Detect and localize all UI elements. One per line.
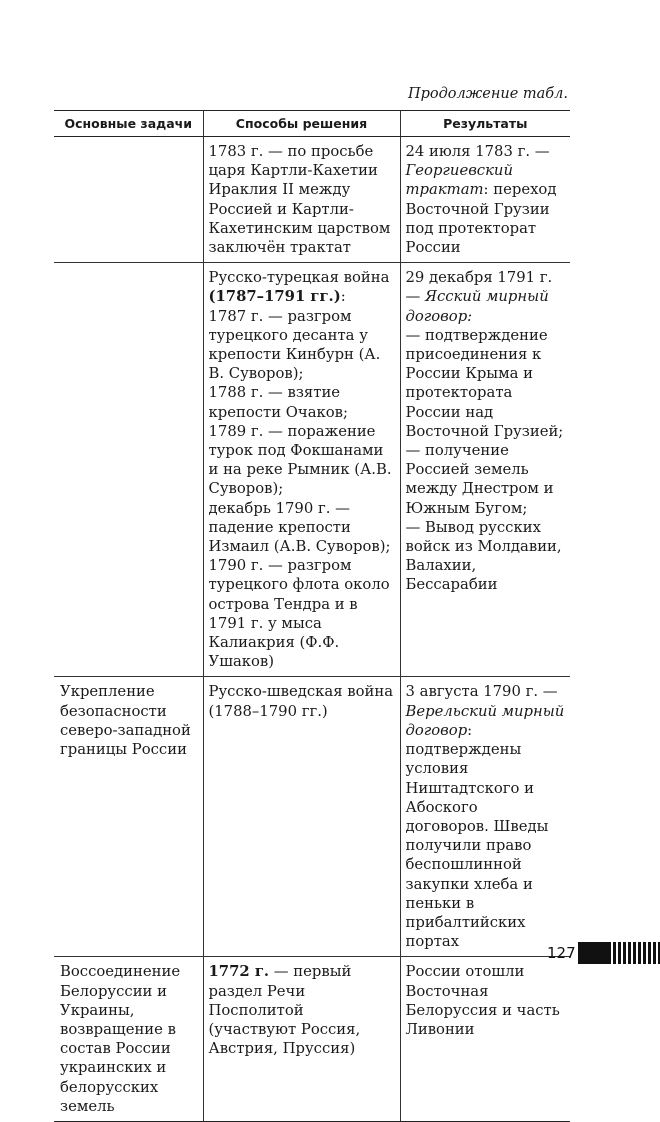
header-tasks: Основные задачи — [54, 111, 203, 137]
methods-cell: 1783 г. — по просьбе царя Картли-Кахетии Ираклия II между Россией и Картли-Кахетинским царством заключён трактат — [203, 137, 400, 263]
methods-cell — [203, 263, 400, 677]
page-edge-decoration — [578, 942, 660, 964]
result-text: : переход Восточной Грузии под протекторат России — [405, 181, 557, 257]
table-row — [54, 263, 570, 677]
continuation-label: Продолжение табл. — [407, 86, 568, 102]
treaty-name: Верельский мирный договор — [405, 702, 565, 739]
method-text: — первый раздел Речи Посполитой (участвуют Россия, Австрия, Пруссия) — [208, 963, 361, 1058]
table-header-row — [54, 111, 570, 137]
result-date: 29 декабря 1791 г. — — [405, 269, 553, 306]
results-cell — [400, 137, 570, 263]
method-item: декабрь 1790 г. — падение крепости Измаил (А.В. Суворов); — [208, 499, 391, 556]
result-item: — получение Россией земель между Днестром и Южным Бугом; — [405, 442, 554, 517]
method-item: 1789 г. — поражение турок под Фокшанами и на реке Рымник (А.В. Суворов); — [208, 422, 392, 498]
treaty-name: Георгиевский трактат — [405, 162, 513, 199]
history-table — [54, 110, 570, 1122]
war-colon: : — [340, 288, 346, 306]
table-row — [54, 137, 570, 263]
method-item: 1790 г. — разгром турецкого флота около острова Тендра и в 1791 г. у мыса Калиакрия (Ф.Ф. Ушаков) — [208, 557, 390, 671]
method-item: 1787 г. — разгром турецкого десанта у крепости Кинбурн (А. В. Суворов); — [208, 307, 381, 383]
header-results: Результаты — [400, 111, 570, 137]
results-cell — [400, 677, 570, 957]
war-name: Русско-турецкая война — [208, 269, 390, 287]
task-cell — [54, 137, 203, 263]
treaty-name: Ясский мирный договор: — [405, 288, 549, 325]
table-row — [54, 677, 570, 957]
task-cell — [54, 263, 203, 677]
results-cell: России отошли Восточная Белоруссия и часть Ливонии — [400, 957, 570, 1122]
method-year: 1772 г. — [208, 963, 270, 981]
method-item: 1788 г. — взятие крепости Очаков; — [208, 384, 348, 421]
header-methods: Способы решения — [203, 111, 400, 137]
war-years: (1787–1791 гг.) — [208, 288, 341, 306]
result-text: : подтверждены условия Ништадтского и Абоского договоров. Шведы получили право беспошлинной закупки хлеба и пеньки в прибалтийских портах — [405, 721, 549, 951]
result-date: 24 июля 1783 г. — — [405, 143, 550, 160]
task-cell: Воссоединение Белоруссии и Украины, возвращение в состав России украинских и белорусских земель — [54, 957, 203, 1122]
results-cell — [400, 263, 570, 677]
result-item: — Вывод русских войск из Молдавии, Валахии, Бессарабии — [405, 518, 562, 594]
methods-cell — [203, 957, 400, 1122]
methods-cell: Русско-шведская война (1788–1790 гг.) — [203, 677, 400, 957]
page-number: 127 — [547, 944, 576, 962]
task-cell: Укрепление безопасности северо-западной границы России — [54, 677, 203, 957]
result-date: 3 августа 1790 г. — — [405, 683, 558, 701]
table-row — [54, 957, 570, 1122]
result-item: — подтверждение присоединения к России Крыма и протектората России над Восточной Грузией; — [405, 326, 564, 440]
